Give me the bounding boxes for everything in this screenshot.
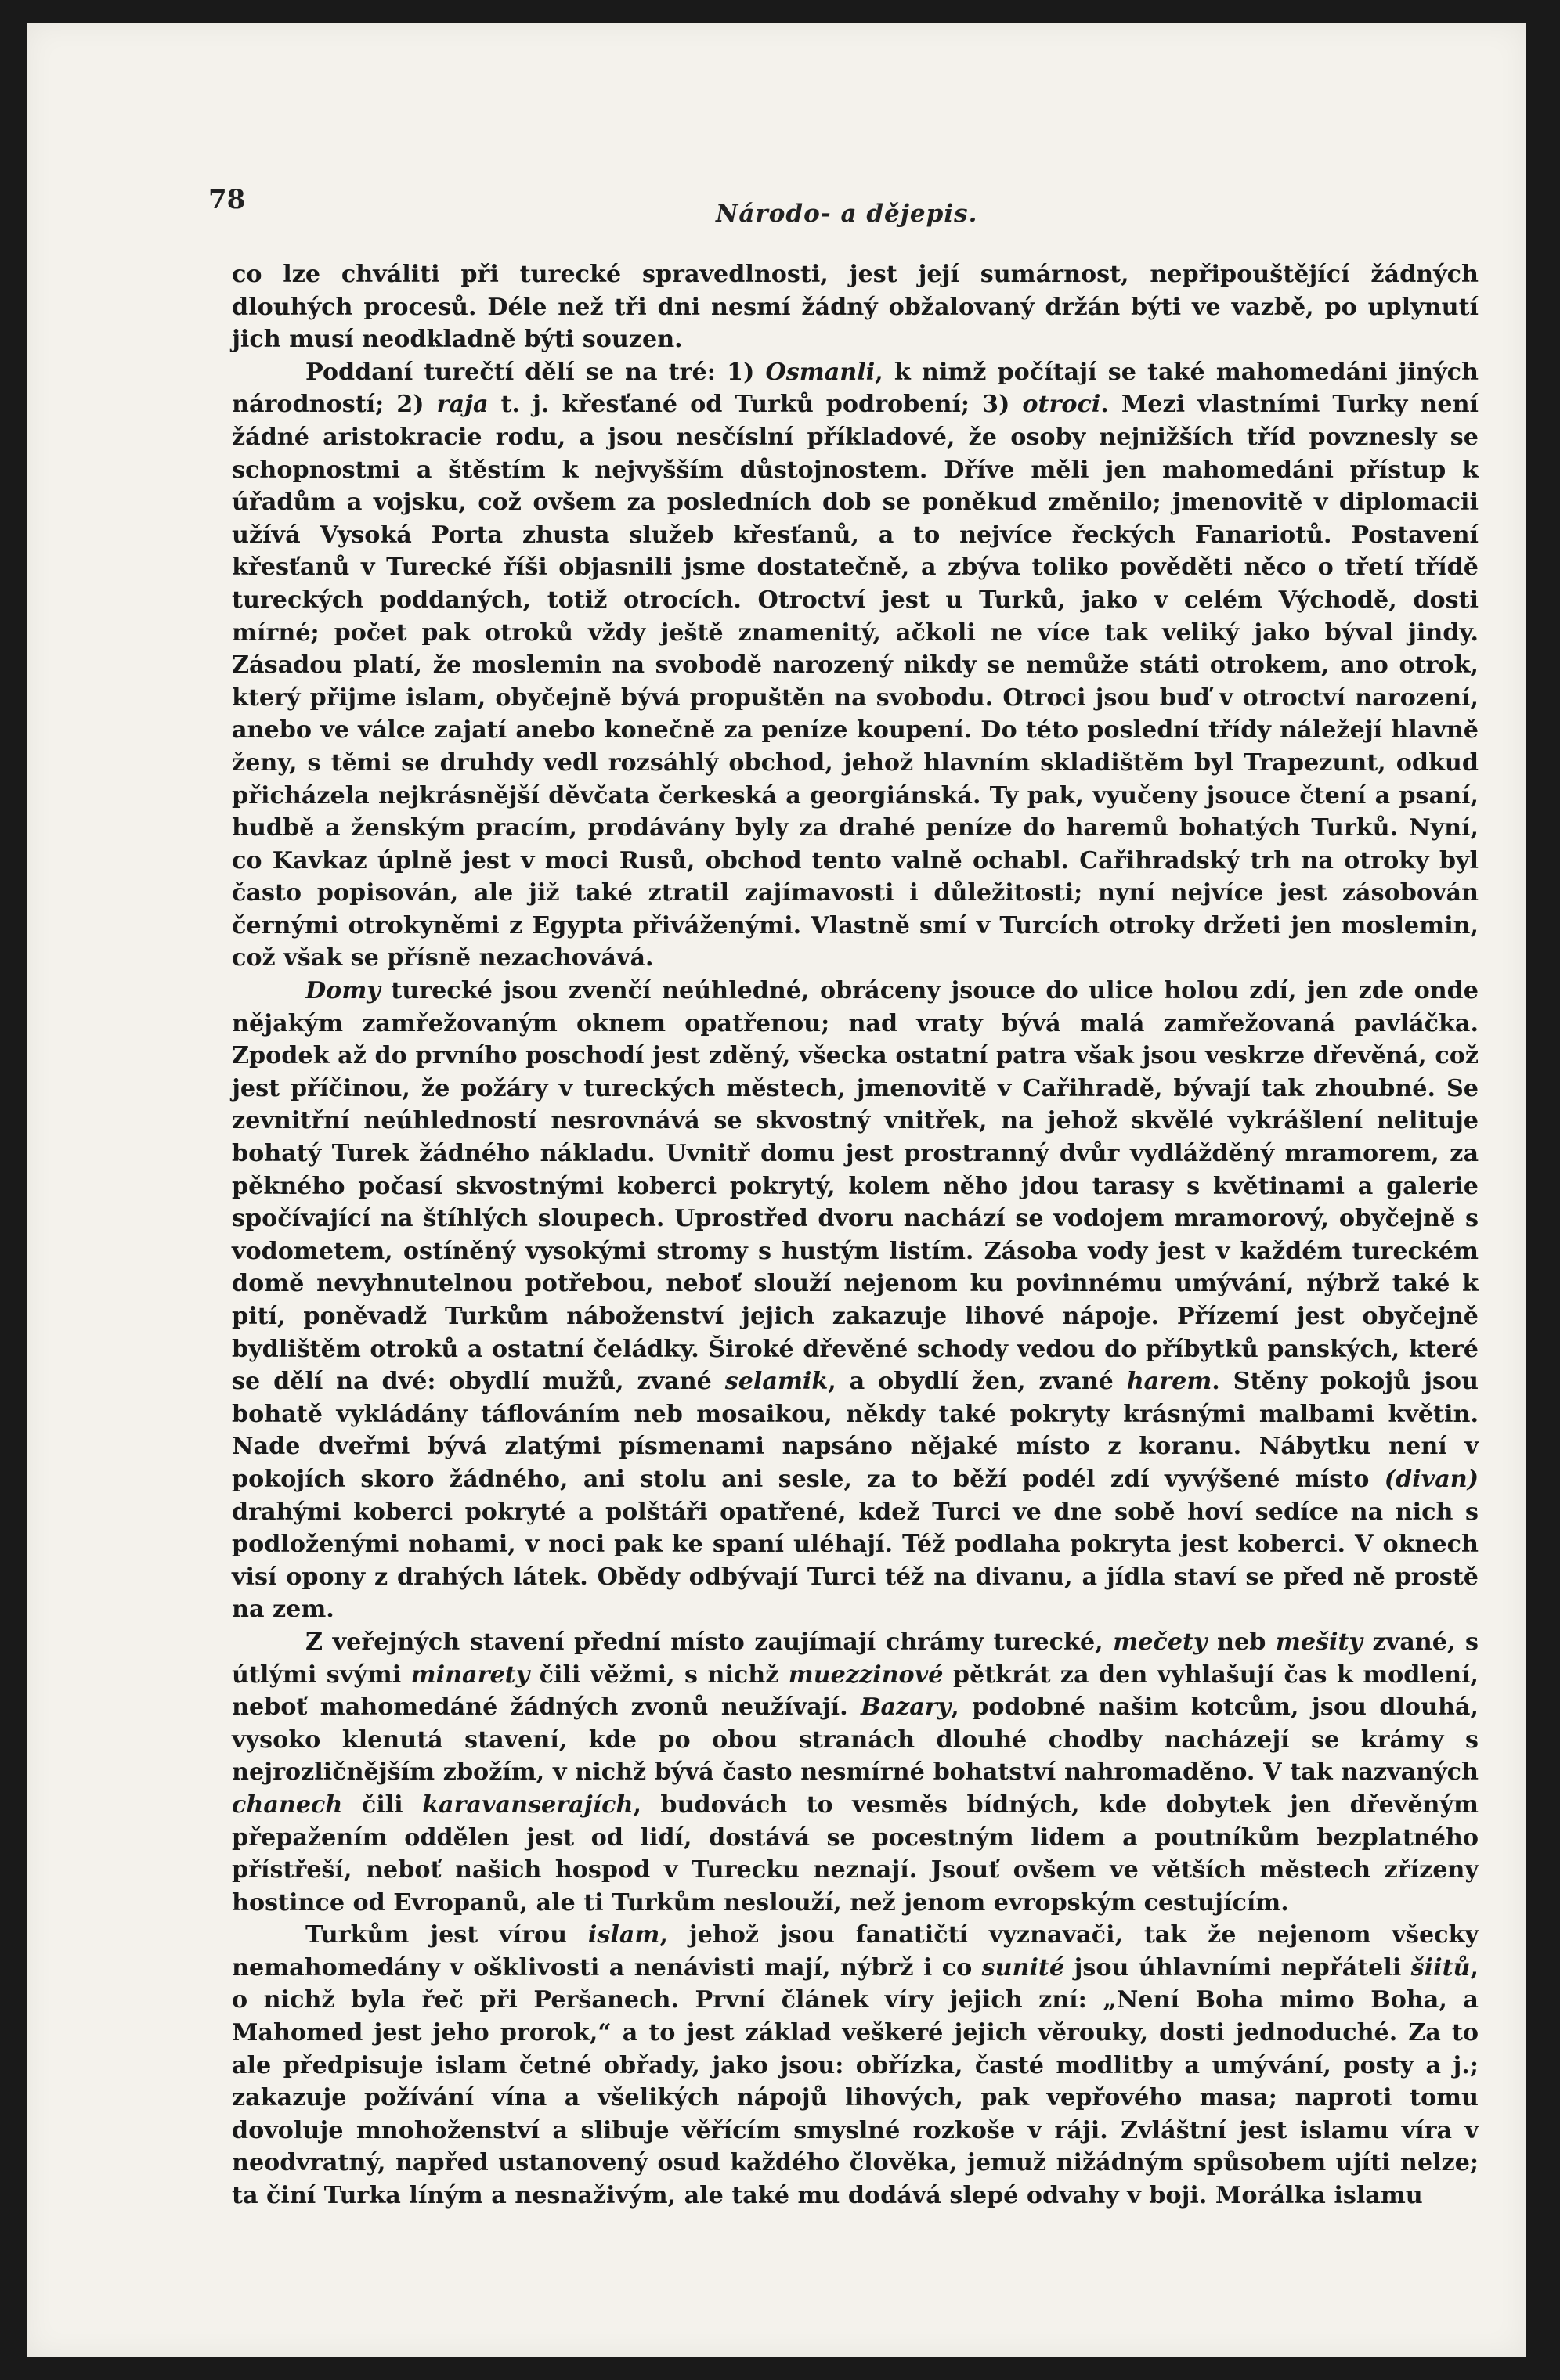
page-number: 78 [208,184,246,215]
italic-term: šiitů [1410,1953,1471,1982]
text-run: pětkrát za den vyhlašují čas k modlení, neboť mahomedáné žádných zvonů neužívají. [232,1661,1479,1722]
text-run: , a obydlí žen, zvané [828,1368,1127,1396]
italic-term: (divan) [1384,1465,1479,1493]
italic-term: karavanserajích [422,1790,634,1819]
text-run: jsou úhlavními nepřáteli [1064,1953,1411,1982]
text-run: Poddaní turečtí dělí se na tré: 1) [305,358,766,386]
italic-term: islam [587,1921,660,1949]
italic-term: selamik [724,1368,829,1396]
text-run: Z veřejných stavení přední místo zaujímají chrámy turecké, [305,1628,1114,1656]
italic-term: Domy [305,977,381,1005]
italic-term: raja [436,391,489,419]
italic-term: Osmanli [765,358,876,386]
paragraph [232,258,1479,356]
text-run: , k nimž počítají se také mahomedáni jiných národností; 2) [232,358,1479,419]
text-run: t. j. křesťané od Turků podrobení; 3) [488,391,1023,419]
text-run: , budovách to vesměs bídných, kde dobytek jen dřevěným přepažením oddělen jest od lidí, dostává se pocestným lidem a poutníkům bezplatného přístřeší, neboť našich hospod v Turecku neznají. Jsouť ovšem ve větších městech zřízeny hostince od Evropanů, ale ti Turkům neslouží, než jenom evropským cestujícím. [232,1790,1479,1917]
paragraph [232,356,1479,975]
running-title: Národo- a dějepis. [716,200,978,228]
paragraph [232,1919,1479,2212]
paragraph [232,975,1479,1626]
text-run: co lze chváliti při turecké spravedlnosti, jest její sumárnost, nepřipouštějící žádných dlouhých procesů. Déle než tři dni nesmí žádný obžalovaný držán býti ve vazbě, po uplynutí jich musí neodkladně býti souzen. [232,261,1479,354]
italic-term: sunité [981,1953,1065,1982]
italic-term: minarety [410,1661,530,1689]
text-run: , o nichž byla řeč při Peršanech. První článek víry jejich zní: „Není Boha mimo Boha, a Mahomed jest jeho prorok,“ a to jest základ veškeré jejich věrouky, dosti jednoduché. Za to ale předpisuje islam četné obřady, jako jsou: obřízka, časté modlitby a umývání, posty a j.; zakazuje požívání vína a všelikých nápojů lihových, pak vepřového masa; naproti tomu dovoluje mnohoženství a slibuje věřícím smyslné rozkoše v ráji. Zvláštní jest islamu víra v neodvratný, napřed ustanovený osud každého člověka, jemuž nižádným spůsobem ujíti nelze; ta činí Turka líným a nesnaživým, ale také mu dodává slepé odvahy v boji. Morálka islamu [232,1953,1479,2210]
italic-term: mečety [1113,1628,1208,1656]
text-run: zvané, s útlými svými [232,1628,1479,1689]
italic-term: muezzinové [788,1661,944,1689]
text-run: . Mezi vlastními Turky není žádné aristokracie rodu, a jsou nesčíslní příkladové, že osoby nejnižších tříd povznesly se schopnostmi a štěstím k nejvyšším důstojnostem. Dříve měli jen mahomedáni přístup k úřadům a vojsku, což ovšem za posledních dob se poněkud změnilo; jmenovitě v diplomacii užívá Vysoká Porta zhusta služeb křesťanů, a to nejvíce řeckých Fanariotů. Postavení křesťanů v Turecké říši objasnili jsme dostatečně, a zbýva toliko pověděti něco o třetí třídě tureckých poddaných, totiž otrocích. Otroctví jest u Turků, jako v celém Východě, dosti mírné; počet pak otroků vždy ještě znamenitý, ačkoli ne více tak veliký jako býval jindy. Zásadou platí, že moslemin na svobodě narozený nikdy se nemůže státi otrokem, ano otrok, který přijme islam, obyčejně bývá propuštěn na svobodu. Otroci jsou buď v otroctví narození, anebo ve válce zajatí anebo konečně za peníze koupení. Do této poslední třídy náležejí hlavně ženy, s těmi se druhdy vedl rozsáhlý obchod, jehož hlavním skladištěm byl Trapezunt, odkud přicházela nejkrásnější děvčata čerkeská a georgiánská. Ty pak, vyučeny jsouce čtení a psaní, hudbě a ženským pracím, prodávány byly za drahé peníze do haremů bohatých Turků. Nyní, co Kavkaz úplně jest v moci Rusů, obchod tento valně ochabl. Cařihradský trh na otroky byl často popisován, ale již také ztratil zajímavosti i důležitosti; nyní nejvíce jest zásobován černými otrokyněmi z Egypta přiváženými. Vlastně smí v Turcích otroky držeti jen moslemin, což však se přísně nezachovává. [232,391,1479,972]
body-text [232,258,1479,2212]
text-run: neb [1207,1628,1276,1656]
text-run: drahými koberci pokryté a polštáři opatřené, kdež Turci ve dne sobě hoví sedíce na nich s podloženými nohami, v noci pak ke spaní uléhají. Též podlaha pokryta jest koberci. V oknech visí opony z drahých látek. Obědy odbývají Turci též na divanu, a jídla staví se před ně prostě na zem. [232,1498,1479,1624]
italic-term: chanech [232,1790,343,1819]
text-run: . Stěny pokojů jsou bohatě vykládány táflováním neb mosaikou, někdy také pokryty krásnými malbami květin. Nade dveřmi bývá zlatými písmenami napsáno nějaké místo z koranu. Nábytku není v pokojích skoro žádného, ani stolu ani sesle, za to běží podél zdí vyvýšené místo [232,1368,1479,1493]
text-run: turecké jsou zvenčí neúhledné, obráceny jsouce do ulice holou zdí, jen zde onde nějakým zamřežovaným oknem opatřenou; nad vraty bývá malá zamřežovaná pavláčka. Zpodek až do prvního poschodí jest zděný, všecka ostatní patra však jsou veskrze dřevěná, což jest příčinou, že požáry v tureckých městech, jmenovitě v Cařihradě, bývají tak zhoubné. Se zevnitřní neúhledností nesrovnává se skvostný vnitřek, na jehož skvělé vykrášlení nelituje bohatý Turek žádného nákladu. Uvnitř domu jest prostranný dvůr vydlážděný mramorem, za pěkného počasí skvostnými koberci pokrytý, kolem něho jdou tarasy s květinami a galerie spočívající na štíhlých sloupech. Uprostřed dvoru nachází se vodojem mramorový, obyčejně s vodometem, ostíněný vysokými stromy s hustým listím. Zásoba vody jest v každém tureckém domě nevyhnutelnou potřebou, neboť slouží nejenom ku povinnému umývání, nýbrž také k pití, poněvadž Turkům náboženství jejich zakazuje lihové nápoje. Přízemí jest obyčejně bydlištěm otroků a ostatní čeládky. Široké dřevěné schody vedou do příbytků panských, které se dělí na dvé: obydlí mužů, zvané [232,977,1479,1396]
text-run: , podobné našim kotcům, jsou dlouhá, vysoko klenutá stavení, kde po obou stranách dlouhé chodby nacházejí se krámy s nejrozličnějším zbožím, v nichž bývá často nesmírné bohatství nahromaděno. V tak nazvaných [232,1693,1479,1787]
scanned-page [27,23,1526,2357]
italic-term: mešity [1275,1628,1363,1656]
text-run: čili věžmi, s nichž [529,1661,789,1689]
paragraph [232,1626,1479,1919]
text-run: čili [342,1790,423,1819]
text-run: , jehož jsou fanatičtí vyznavači, tak že nejenom všecky nemahomedány v ošklivosti a nenávisti mají, nýbrž i co [232,1921,1479,1982]
italic-term: Bazary [861,1693,952,1722]
text-run: Turkům jest vírou [305,1921,588,1949]
italic-term: otroci [1022,391,1101,419]
italic-term: harem [1126,1368,1212,1396]
